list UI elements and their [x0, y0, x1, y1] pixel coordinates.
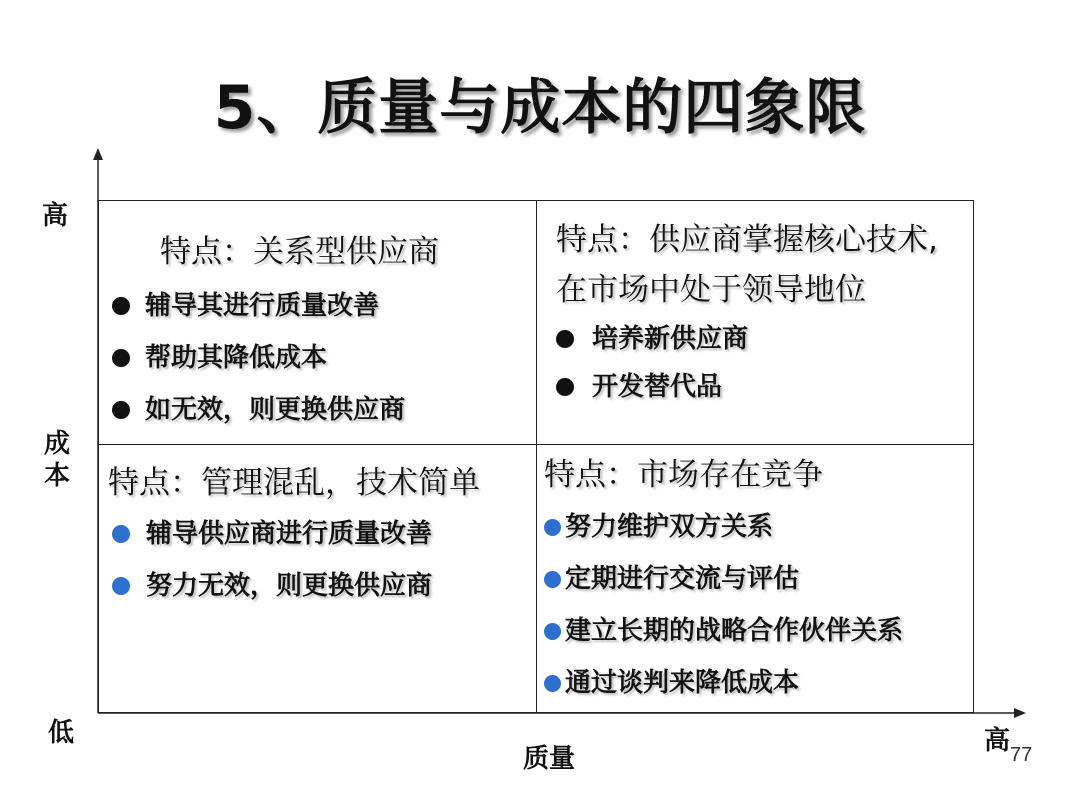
y-axis-arrow-icon: [93, 148, 103, 160]
list-item-text: 帮助其降低成本: [145, 343, 328, 373]
list-item: [544, 657, 903, 709]
bullet-list: [112, 280, 439, 436]
bullet-dot-icon: [112, 577, 130, 595]
list-item: [112, 332, 439, 384]
list-item-text: 通过谈判来降低成本: [565, 668, 800, 698]
list-item-text: 辅导其进行质量改善: [145, 291, 380, 321]
slide-title: 5、质量与成本的四象限: [213, 73, 867, 143]
list-item-text: 建立长期的战略合作伙伴关系: [565, 616, 904, 646]
bullet-dot-icon: [544, 571, 561, 588]
quadrant-heading: 特点：供应商掌握核心技术,: [556, 222, 938, 258]
vertical-divider: [536, 200, 537, 713]
x-axis-arrow-icon: [1014, 708, 1026, 718]
list-item-text: 如无效，则更换供应商: [145, 395, 406, 425]
bullet-dot-icon: [544, 519, 561, 536]
bullet-list: [108, 508, 480, 612]
y-axis-high-label: 高: [42, 201, 69, 231]
list-item: [556, 363, 938, 411]
quadrant-heading-line2: 在市场中处于领导地位: [556, 272, 866, 308]
y-axis-name: 成本: [44, 429, 71, 491]
bullet-dot-icon: [544, 623, 561, 640]
quadrant-bottom-left: [108, 458, 480, 612]
quadrant-heading: 特点：关系型供应商: [160, 234, 439, 270]
bullet-dot-icon: [112, 525, 130, 543]
list-item-text: 努力维护双方关系: [565, 512, 774, 542]
list-item: [544, 553, 903, 605]
list-item-text: 定期进行交流与评估: [565, 564, 800, 594]
horizontal-divider: [98, 444, 974, 445]
bullet-dot-icon: [112, 349, 130, 367]
quadrant-heading: 特点：市场存在竞争: [544, 457, 823, 493]
list-item: [108, 560, 480, 612]
bullet-dot-icon: [544, 675, 561, 692]
bullet-dot-icon: [112, 401, 130, 419]
quadrant-top-right: [556, 215, 938, 411]
list-item-text: 努力无效，则更换供应商: [146, 571, 433, 601]
list-item-text: 辅导供应商进行质量改善: [146, 519, 433, 549]
bullet-list: [556, 315, 938, 411]
x-axis-name: 质量: [523, 744, 576, 774]
bullet-dot-icon: [556, 378, 574, 396]
x-axis-high-label: 高: [984, 726, 1011, 756]
list-item: [112, 384, 439, 436]
quadrant-bottom-right: [544, 450, 903, 709]
quadrant-heading: 特点：管理混乱，技术简单: [108, 465, 480, 501]
list-item: [108, 508, 480, 560]
bullet-list: [544, 501, 903, 709]
y-axis-low-label: 低: [48, 718, 75, 748]
list-item-text: 培养新供应商: [592, 324, 749, 354]
quadrant-top-left: [112, 227, 439, 436]
list-item: [544, 605, 903, 657]
list-item: [556, 315, 938, 363]
bullet-dot-icon: [112, 297, 130, 315]
list-item: [544, 501, 903, 553]
page-number: 77: [1010, 744, 1033, 766]
list-item-text: 开发替代品: [592, 372, 723, 402]
list-item: [112, 280, 439, 332]
bullet-dot-icon: [556, 330, 574, 348]
